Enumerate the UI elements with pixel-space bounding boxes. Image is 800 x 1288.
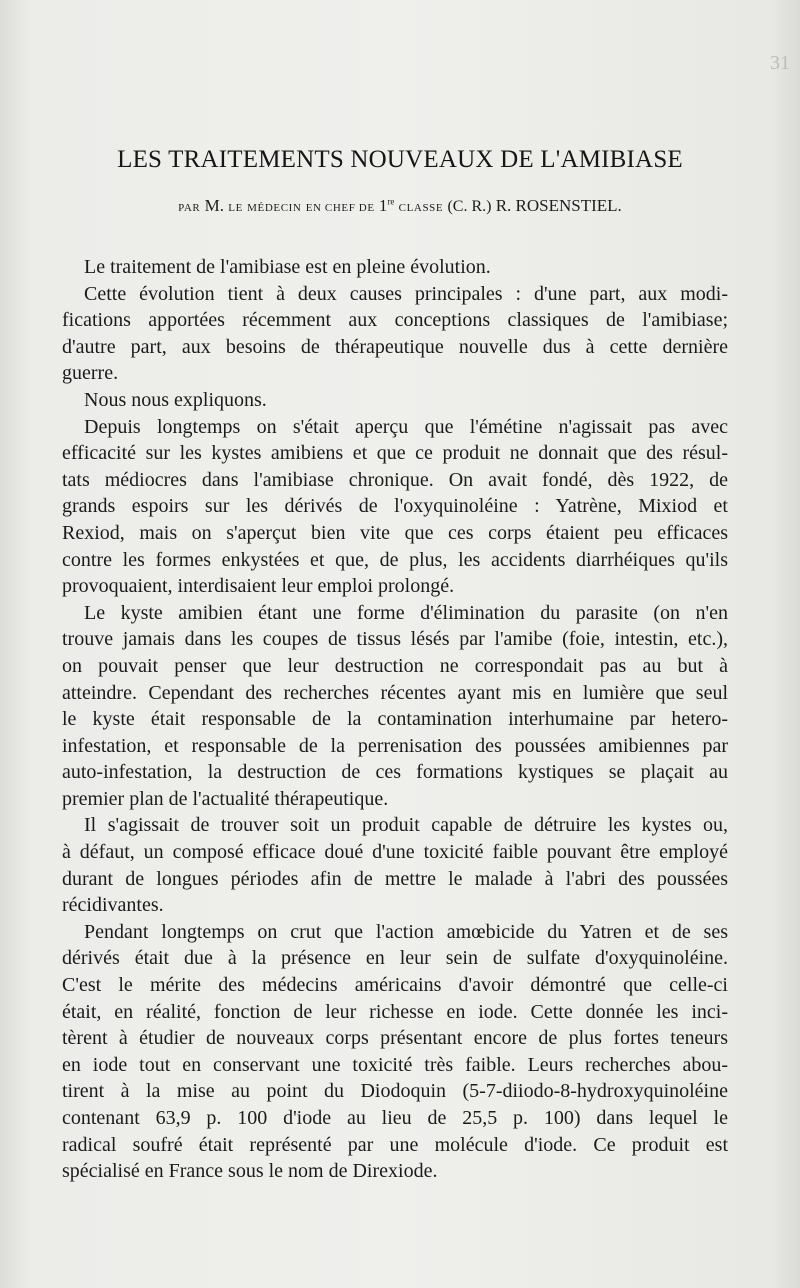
text-line: infestation, et responsable de la perrenisation des poussées amibiennes par	[62, 734, 728, 757]
text-line: trouve jamais dans les coupes de tissus lésés par l'amibe (foie, intestin, etc.),	[62, 628, 728, 651]
text-line: Nous nous expliquons.	[84, 388, 267, 411]
text-line: efficacité sur les kystes amibiens et que ce produit ne donnait que des résul-	[62, 442, 728, 465]
text-line: C'est le mérite des médecins américains d'avoir démontré que celle-ci	[62, 974, 728, 997]
text-line: le kyste était responsable de la contamination interhumaine par hetero-	[62, 708, 728, 731]
text-line: d'autre part, aux besoins de thérapeutique nouvelle dus à cette dernière	[62, 335, 728, 358]
text-line: à défaut, un composé efficace doué d'une toxicité faible pouvant être employé	[62, 841, 728, 864]
text-line: Rexiod, mais on s'aperçut bien vite que ces corps étaient peu efficaces	[62, 521, 728, 544]
byline-en-chef-de: EN CHEF DE	[305, 202, 375, 214]
page-number: 31	[770, 52, 790, 74]
article-title: LES TRAITEMENTS NOUVEAUX DE L'AMIBIASE	[117, 146, 683, 173]
text-line: premier plan de l'actualité thérapeutique.	[62, 787, 389, 810]
text-line: durant de longues périodes afin de mettre le malade à l'abri des poussées	[62, 867, 728, 890]
text-line: récidivantes.	[62, 894, 164, 917]
author-name: R. ROSENSTIEL.	[495, 196, 622, 215]
text-line: spécialisé en France sous le nom de Direxiode.	[62, 1160, 438, 1183]
text-line: en iode tout en conservant une toxicité très faible. Leurs recherches abou-	[62, 1053, 728, 1076]
text-line: grands espoirs sur les dérivés de l'oxyquinoléine : Yatrène, Mixiod et	[62, 495, 728, 518]
text-line: Le traitement de l'amibiase est en pleine évolution.	[84, 256, 491, 278]
text-line: fications apportées récemment aux conceptions classiques de l'amibiase;	[62, 309, 728, 332]
text-line: Cette évolution tient à deux causes principales : d'une part, aux modi-	[84, 282, 728, 305]
text-line: dérivés était due à la présence en leur sein de sulfate d'oxyquinoléine.	[62, 947, 728, 970]
text-line: Pendant longtemps on crut que l'action amœbicide du Yatren et de ses	[84, 920, 728, 943]
article-byline	[0, 196, 800, 216]
article-body	[62, 254, 728, 1185]
byline-rank-sup: re	[387, 196, 395, 207]
byline-m: M.	[204, 196, 224, 215]
text-line: on pouvait penser que leur destruction ne correspondait pas au but à	[62, 654, 728, 677]
text-line: guerre.	[62, 362, 119, 385]
byline-rank: 1re	[378, 196, 395, 215]
text-line: contre les formes enkystées et que, de plus, les accidents diarrhéiques qu'ils	[62, 548, 728, 571]
text-line: tirent à la mise au point du Diodoquin (5-7-diiodo-8-hydroxyquinoléine	[62, 1080, 728, 1103]
text-line: tats médiocres dans l'amibiase chronique. On avait fondé, dès 1922, de	[62, 468, 728, 491]
text-line: Il s'agissait de trouver soit un produit capable de détruire les kystes ou,	[84, 814, 728, 837]
text-line: atteindre. Cependant des recherches récentes ayant mis en lumière que seul	[62, 681, 728, 704]
text-line: auto-infestation, la destruction de ces formations kystiques se plaçait au	[62, 761, 728, 784]
text-line: provoquaient, interdisaient leur emploi prolongé.	[62, 575, 455, 598]
byline-corps: (C. R.)	[447, 198, 492, 215]
text-line: était, en réalité, fonction de leur richesse en iode. Cette donnée les inci-	[62, 1000, 728, 1023]
text-line: radical soufré était représenté par une molécule d'iode. Ce produit est	[62, 1133, 728, 1156]
text-line: contenant 63,9 p. 100 d'iode au lieu de 25,5 p. 100) dans lequel le	[62, 1107, 728, 1129]
byline-classe: CLASSE	[398, 202, 444, 214]
text-line: Le kyste amibien étant une forme d'élimination du parasite (on n'en	[84, 601, 728, 624]
byline-le: LE	[228, 202, 243, 214]
byline-par: PAR	[178, 202, 201, 214]
text-line: Depuis longtemps on s'était aperçu que l'émétine n'agissait pas avec	[84, 415, 728, 438]
byline-medecin: MÉDECIN	[247, 202, 302, 214]
text-line: tèrent à étudier de nouveaux corps présentant encore de plus fortes teneurs	[62, 1027, 728, 1050]
